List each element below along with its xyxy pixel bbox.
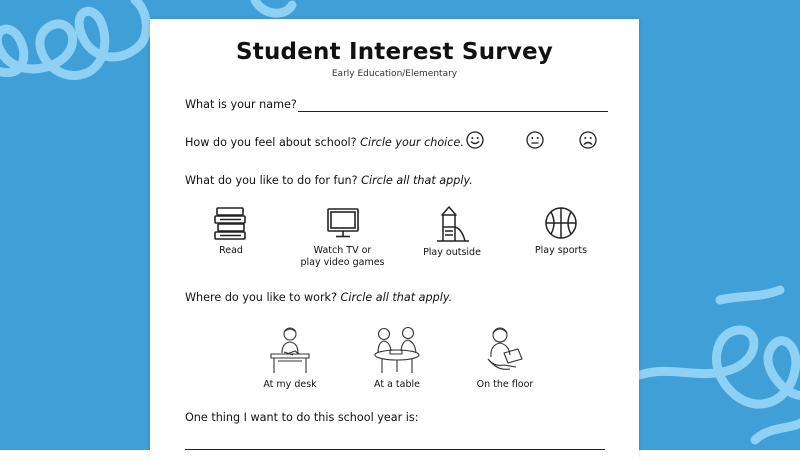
happy-face-icon[interactable]	[465, 130, 485, 150]
work-option-table[interactable]	[357, 323, 437, 391]
sad-face-icon[interactable]	[578, 130, 598, 150]
worksheet-title: Student Interest Survey	[236, 39, 553, 65]
neutral-face-icon[interactable]	[525, 130, 545, 150]
desk-child-icon	[265, 323, 315, 375]
fun-option-sports[interactable]	[520, 205, 602, 257]
fun-option-read[interactable]	[191, 205, 271, 257]
work-label-table: At a table	[374, 379, 420, 390]
fun-label-outside: Play outside	[423, 247, 481, 258]
fun-label-read: Read	[219, 245, 243, 256]
fun-option-tv[interactable]	[290, 205, 395, 269]
question-feel-text: How do you feel about school?	[185, 136, 361, 149]
question-fun-instruction: Circle all that apply.	[361, 174, 473, 187]
basketball-icon	[543, 205, 579, 241]
question-feel-instruction: Circle your choice.	[360, 136, 464, 149]
tv-icon	[323, 205, 363, 241]
work-label-desk: At my desk	[263, 379, 317, 390]
question-goal: One thing I want to do this school year is:	[185, 411, 419, 424]
playground-icon	[432, 205, 472, 243]
question-work-instruction: Circle all that apply.	[340, 291, 453, 304]
question-name: What is your name?	[185, 98, 297, 111]
question-work-text: Where do you like to work?	[185, 291, 341, 304]
question-fun	[185, 174, 473, 187]
work-option-desk[interactable]	[250, 323, 330, 391]
work-option-floor[interactable]	[460, 323, 550, 391]
fun-option-outside[interactable]	[412, 205, 492, 259]
work-label-floor: On the floor	[476, 379, 534, 390]
name-answer-line[interactable]	[298, 111, 608, 112]
fun-label-tv: Watch TV or play video games	[300, 245, 385, 268]
question-work	[185, 291, 452, 304]
question-feel	[185, 136, 464, 149]
worksheet-page	[150, 19, 639, 459]
fun-label-sports: Play sports	[534, 245, 588, 256]
floor-child-icon	[480, 323, 530, 375]
books-icon	[211, 205, 251, 241]
worksheet-subtitle: Early Education/Elementary	[331, 69, 458, 79]
question-fun-text: What do you like to do for fun?	[185, 174, 362, 187]
table-children-icon	[370, 323, 424, 375]
